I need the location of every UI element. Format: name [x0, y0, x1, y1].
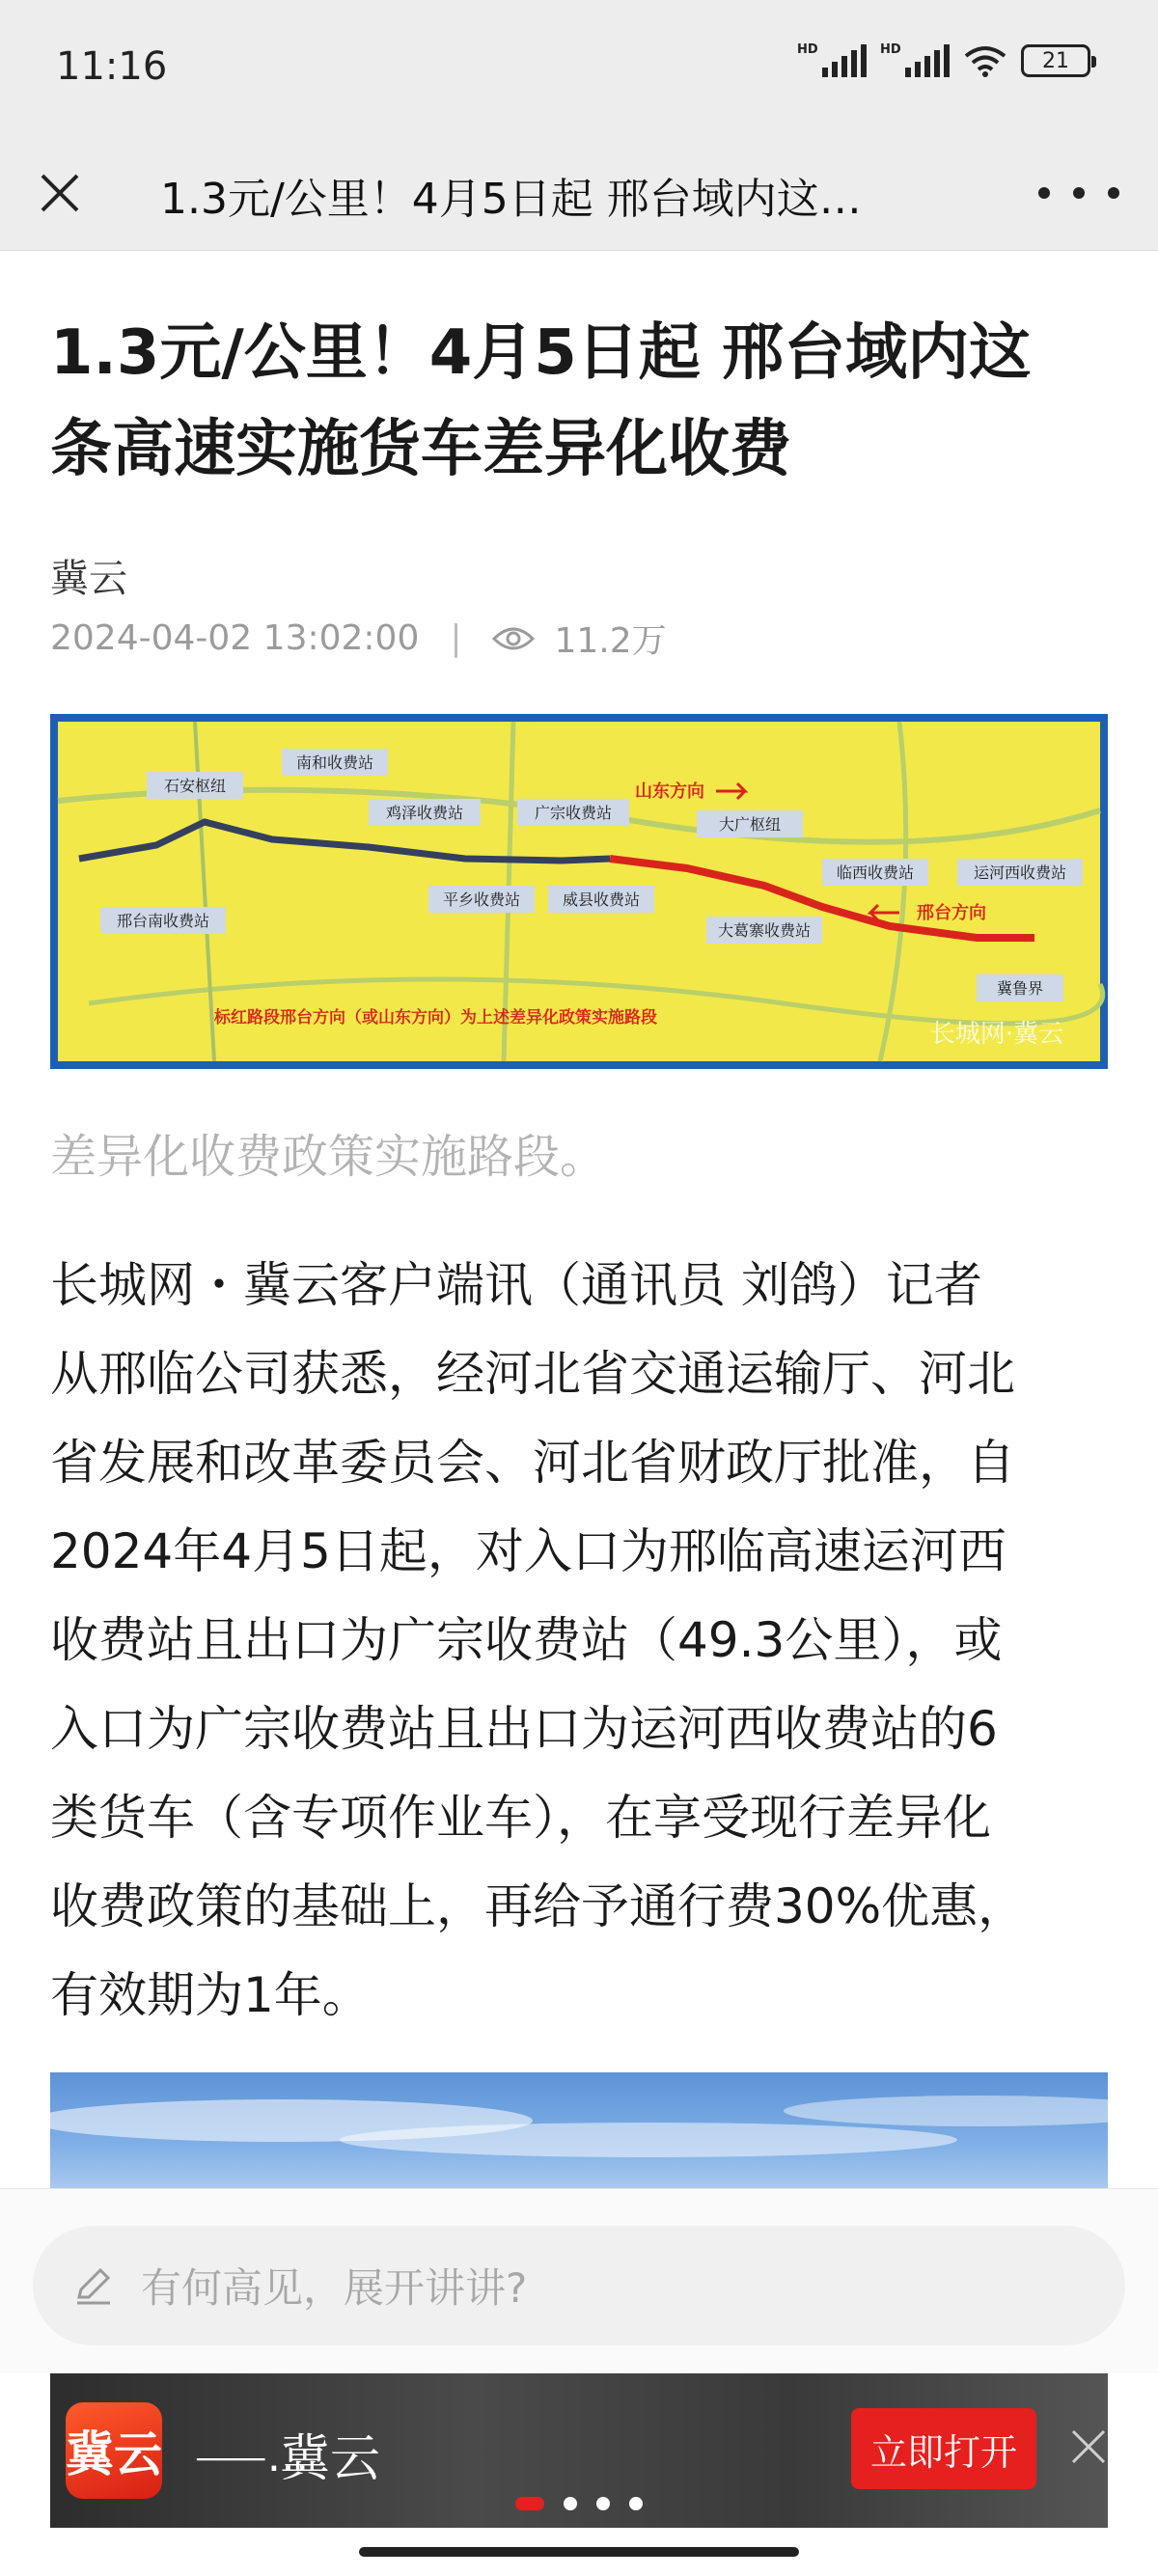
status-bar: [0, 0, 1158, 135]
more-icon: [1038, 187, 1050, 199]
status-time: 11:16: [56, 44, 168, 89]
map-label: 威县收费站: [562, 891, 641, 909]
banner-app-name: 冀云: [280, 2430, 381, 2488]
view-count: 11.2万: [554, 621, 667, 661]
article-meta: [50, 614, 667, 663]
close-icon: [39, 172, 81, 214]
article-image[interactable]: [50, 2072, 1108, 2188]
body-line: 收费站且出口为广宗收费站（49.3公里），或: [50, 1612, 1003, 1668]
publish-time: 2024-04-02 13:02:00: [50, 618, 420, 658]
app-logo: 冀云: [66, 2402, 162, 2499]
battery-icon: [1021, 44, 1090, 77]
wifi-icon: [963, 44, 1007, 77]
body-line: 入口为广宗收费站且出口为运河西收费站的6: [50, 1701, 998, 1757]
nav-bar: [0, 135, 1158, 251]
open-app-button[interactable]: 立即打开: [851, 2408, 1036, 2489]
comment-input[interactable]: [33, 2226, 1125, 2345]
body-line: 收费政策的基础上，再给予通行费30%优惠，: [50, 1878, 1027, 1934]
signal-hd-label: HD: [880, 42, 901, 57]
banner-prefix: ⸺…: [195, 2432, 310, 2481]
nav-title: 1.3元/公里！4月5日起 邢台域内这…: [160, 175, 862, 224]
body-line: 从邢临公司获悉，经河北省交通运输厅、河北: [50, 1346, 1015, 1402]
map-label: 广宗收费站: [534, 804, 613, 822]
map-note: 标红路段邢台方向（或山东方向）为上述差异化政策实施路段: [214, 1008, 657, 1028]
sky-clouds: [50, 2072, 1108, 2188]
carousel-dot[interactable]: [596, 2497, 610, 2510]
more-icon: [1073, 187, 1085, 199]
eye-icon: [492, 625, 535, 652]
article-title: [50, 305, 1112, 498]
map-label: 大葛寨收费站: [717, 921, 812, 940]
more-icon: [1108, 187, 1119, 199]
carousel-dot[interactable]: [515, 2497, 544, 2510]
map-label: 邢台南收费站: [116, 912, 210, 930]
carousel-dot[interactable]: [629, 2497, 643, 2510]
map-label: 运河西收费站: [973, 863, 1067, 882]
signal-icon: [880, 44, 950, 77]
article-body: [50, 1241, 1112, 2040]
app-download-banner[interactable]: [50, 2373, 1108, 2528]
map-label: 平乡收费站: [442, 891, 521, 909]
carousel-dot[interactable]: [564, 2497, 577, 2510]
battery-level: 21: [1042, 48, 1069, 73]
article-title-line: 条高速实施货车差异化收费: [50, 414, 791, 485]
more-button[interactable]: [1038, 172, 1119, 214]
article-title-line: 1.3元/公里！4月5日起 邢台域内这: [50, 317, 1032, 389]
map-label: 冀鲁界: [996, 979, 1044, 998]
comment-placeholder: 有何高见，展开讲讲?: [141, 2264, 528, 2312]
route-map: [50, 714, 1108, 1069]
body-line: 省发展和改革委员会、河北省财政厅批准，自: [50, 1435, 1015, 1491]
map-label: 临西收费站: [836, 863, 915, 882]
map-watermark: 长城网·冀云: [929, 1020, 1063, 1049]
status-icons: [797, 44, 1090, 77]
pen-icon: [71, 2264, 114, 2307]
signal-icon: [797, 44, 867, 77]
body-line: 类货车（含专项作业车），在享受现行差异化: [50, 1790, 991, 1846]
body-line: 长城网・冀云客户端讯（通讯员 刘鸽）记者: [50, 1257, 982, 1313]
map-label: 石安枢纽: [163, 777, 227, 795]
body-line: 有效期为1年。: [50, 1967, 371, 2023]
author-name[interactable]: 冀云: [50, 557, 127, 601]
map-label: 邢台方向: [917, 903, 986, 923]
close-icon[interactable]: [1065, 2424, 1108, 2470]
map-label: 山东方向: [635, 781, 704, 802]
image-caption: 差异化收费政策实施路段。: [50, 1130, 607, 1184]
comment-bar: [0, 2188, 1158, 2373]
body-line: 2024年4月5日起，对入口为邢临高速运河西: [50, 1523, 1006, 1579]
signal-hd-label: HD: [797, 42, 818, 57]
close-button[interactable]: [27, 160, 93, 226]
carousel-dots: [50, 2497, 1108, 2510]
map-label: 大广枢纽: [718, 815, 782, 834]
map-label: 鸡泽收费站: [385, 804, 464, 822]
route-map-image[interactable]: [50, 714, 1108, 1069]
map-label: 南和收费站: [295, 754, 374, 772]
home-indicator[interactable]: [359, 2547, 799, 2557]
meta-separator: |: [450, 618, 462, 658]
